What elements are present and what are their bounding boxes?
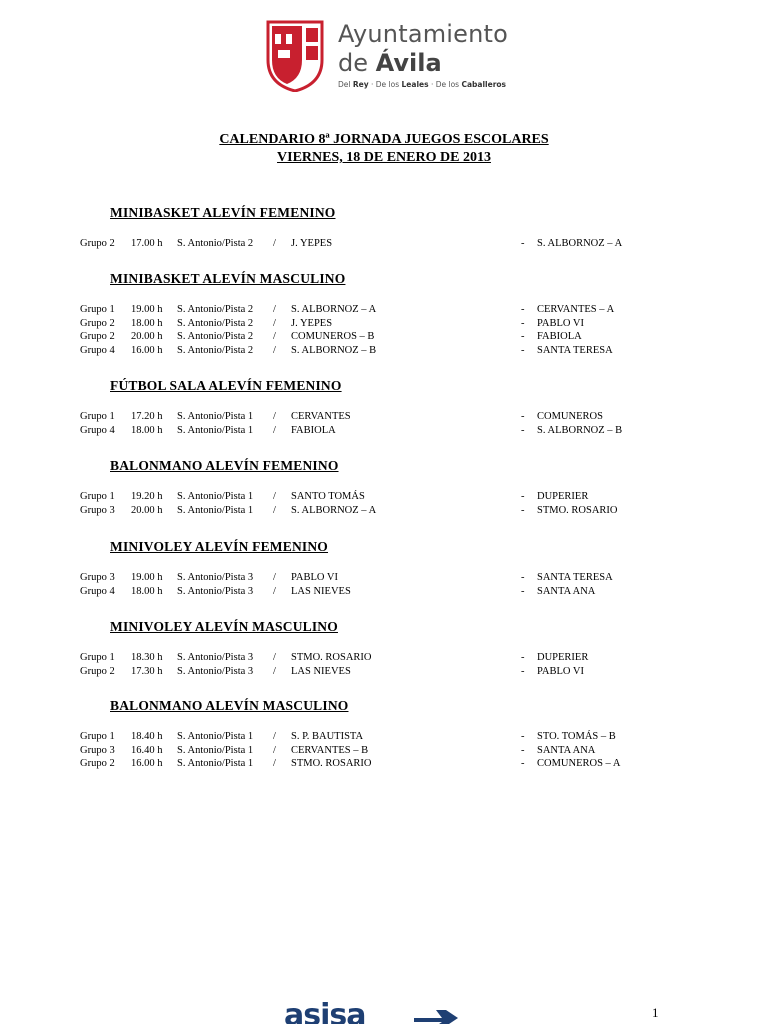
section-heading: MINIBASKET ALEVÍN FEMENINO bbox=[110, 205, 336, 220]
cell-time: 16.00 h bbox=[131, 758, 163, 769]
cell-home: S. ALBORNOZ – A bbox=[291, 504, 377, 516]
logo-title: Ayuntamiento bbox=[338, 20, 509, 48]
motto-part: · De los bbox=[368, 80, 402, 89]
cell-time: 17.00 h bbox=[131, 238, 163, 249]
cell-grupo: Grupo 2 bbox=[80, 758, 115, 769]
motto-part: · De los bbox=[428, 80, 462, 89]
cell-venue: S. Antonio/Pista 2 bbox=[177, 238, 254, 249]
cell-dash: - bbox=[521, 585, 525, 597]
document-title-line2: VIERNES, 18 DE ENERO DE 2013 bbox=[277, 150, 491, 165]
cell-home: STMO. ROSARIO bbox=[291, 758, 372, 769]
cell-time: 18.00 h bbox=[131, 585, 163, 597]
cell-grupo: Grupo 3 bbox=[80, 504, 115, 516]
cell-venue: S. Antonio/Pista 2 bbox=[177, 331, 254, 342]
cell-dash: - bbox=[521, 731, 525, 742]
logo-subtitle bbox=[338, 49, 442, 77]
cell-home: LAS NIEVES bbox=[291, 585, 351, 597]
cell-venue: S. Antonio/Pista 2 bbox=[177, 317, 254, 329]
cell-grupo: Grupo 1 bbox=[80, 411, 115, 422]
cell-home: FABIOLA bbox=[291, 424, 336, 436]
cell-time: 18.40 h bbox=[131, 731, 163, 742]
cell-venue: S. Antonio/Pista 1 bbox=[177, 731, 254, 742]
cell-home: J. YEPES bbox=[291, 238, 333, 249]
cell-dash: - bbox=[521, 491, 525, 502]
cell-time: 19.00 h bbox=[131, 572, 163, 583]
cell-away: SANTA ANA bbox=[537, 744, 596, 756]
section-heading: MINIVOLEY ALEVÍN FEMENINO bbox=[110, 539, 329, 554]
cell-home: J. YEPES bbox=[291, 317, 333, 329]
cell-venue: S. Antonio/Pista 1 bbox=[177, 491, 254, 502]
cell-grupo: Grupo 4 bbox=[80, 344, 115, 356]
cell-grupo: Grupo 1 bbox=[80, 731, 115, 742]
cell-home: SANTO TOMÁS bbox=[291, 491, 365, 502]
cell-time: 18.00 h bbox=[131, 424, 163, 436]
cell-away: SANTA TERESA bbox=[537, 572, 613, 583]
cell-away: COMUNEROS bbox=[537, 411, 603, 422]
schedule-row bbox=[0, 491, 768, 504]
sponsor-arrow-icon bbox=[412, 1004, 460, 1024]
schedule-row bbox=[0, 345, 768, 358]
cell-slash: / bbox=[273, 331, 276, 342]
cell-slash: / bbox=[273, 572, 276, 583]
cell-away: COMUNEROS – A bbox=[537, 758, 621, 769]
schedule-row bbox=[0, 505, 768, 518]
cell-grupo: Grupo 1 bbox=[80, 652, 115, 663]
cell-dash: - bbox=[521, 758, 525, 769]
cell-dash: - bbox=[521, 317, 525, 329]
cell-dash: - bbox=[521, 665, 525, 677]
cell-dash: - bbox=[521, 572, 525, 583]
cell-venue: S. Antonio/Pista 1 bbox=[177, 504, 254, 516]
cell-home: S. P. BAUTISTA bbox=[291, 731, 364, 742]
motto-bold: Caballeros bbox=[461, 80, 507, 89]
schedule-row bbox=[0, 731, 768, 744]
cell-venue: S. Antonio/Pista 2 bbox=[177, 304, 254, 315]
schedule-row bbox=[0, 331, 768, 344]
cell-time: 20.00 h bbox=[131, 504, 163, 516]
cell-dash: - bbox=[521, 331, 525, 342]
logo-subtitle-prefix: de bbox=[338, 49, 376, 77]
cell-grupo: Grupo 3 bbox=[80, 572, 115, 583]
cell-slash: / bbox=[273, 424, 276, 436]
cell-grupo: Grupo 3 bbox=[80, 744, 115, 756]
cell-away: SANTA ANA bbox=[537, 585, 596, 597]
cell-away: CERVANTES – A bbox=[537, 304, 615, 315]
cell-venue: S. Antonio/Pista 1 bbox=[177, 424, 254, 436]
schedule-row bbox=[0, 758, 768, 771]
cell-venue: S. Antonio/Pista 1 bbox=[177, 411, 254, 422]
schedule-row bbox=[0, 666, 768, 679]
section-heading: BALONMANO ALEVÍN FEMENINO bbox=[110, 458, 339, 473]
cell-away: PABLO VI bbox=[537, 317, 584, 329]
city-shield-icon bbox=[266, 20, 324, 92]
cell-grupo: Grupo 2 bbox=[80, 317, 115, 329]
cell-time: 20.00 h bbox=[131, 331, 163, 342]
cell-dash: - bbox=[521, 652, 525, 663]
cell-home: COMUNEROS – B bbox=[291, 331, 375, 342]
cell-dash: - bbox=[521, 504, 525, 516]
cell-home: CERVANTES bbox=[291, 411, 351, 422]
section-heading: FÚTBOL SALA ALEVÍN FEMENINO bbox=[110, 378, 342, 393]
cell-dash: - bbox=[521, 411, 525, 422]
motto-bold: Rey bbox=[352, 80, 369, 89]
cell-away: STMO. ROSARIO bbox=[537, 504, 618, 516]
cell-grupo: Grupo 2 bbox=[80, 665, 115, 677]
cell-venue: S. Antonio/Pista 1 bbox=[177, 758, 254, 769]
cell-home: S. ALBORNOZ – A bbox=[291, 304, 377, 315]
sponsor-logo-text: asisa bbox=[284, 998, 366, 1024]
cell-venue: S. Antonio/Pista 3 bbox=[177, 652, 254, 663]
cell-slash: / bbox=[273, 317, 276, 329]
cell-time: 18.30 h bbox=[131, 652, 163, 663]
cell-slash: / bbox=[273, 504, 276, 516]
cell-slash: / bbox=[273, 304, 276, 315]
section-heading: MINIVOLEY ALEVÍN MASCULINO bbox=[110, 619, 338, 634]
cell-venue: S. Antonio/Pista 2 bbox=[177, 344, 254, 356]
cell-time: 17.20 h bbox=[131, 411, 163, 422]
page-number: 1 bbox=[652, 1005, 659, 1020]
cell-slash: / bbox=[273, 731, 276, 742]
cell-slash: / bbox=[273, 744, 276, 756]
cell-away: S. ALBORNOZ – B bbox=[537, 424, 623, 436]
cell-dash: - bbox=[521, 424, 525, 436]
cell-slash: / bbox=[273, 238, 276, 249]
logo-motto bbox=[338, 80, 506, 89]
cell-away: S. ALBORNOZ – A bbox=[537, 238, 623, 249]
schedule-row bbox=[0, 425, 768, 438]
schedule-row bbox=[0, 318, 768, 331]
cell-dash: - bbox=[521, 744, 525, 756]
cell-grupo: Grupo 4 bbox=[80, 585, 115, 597]
cell-home: CERVANTES – B bbox=[291, 744, 369, 756]
schedule-row bbox=[0, 572, 768, 585]
cell-time: 19.00 h bbox=[131, 304, 163, 315]
cell-time: 16.40 h bbox=[131, 744, 163, 756]
cell-time: 16.00 h bbox=[131, 344, 163, 356]
cell-dash: - bbox=[521, 238, 525, 249]
cell-grupo: Grupo 2 bbox=[80, 238, 115, 249]
cell-away: SANTA TERESA bbox=[537, 344, 613, 356]
cell-grupo: Grupo 1 bbox=[80, 491, 115, 502]
cell-slash: / bbox=[273, 491, 276, 502]
cell-away: FABIOLA bbox=[537, 331, 582, 342]
schedule-row bbox=[0, 652, 768, 665]
cell-away: STO. TOMÁS – B bbox=[537, 731, 616, 742]
cell-time: 17.30 h bbox=[131, 665, 163, 677]
cell-time: 18.00 h bbox=[131, 317, 163, 329]
cell-venue: S. Antonio/Pista 3 bbox=[177, 572, 254, 583]
section-heading: BALONMANO ALEVÍN MASCULINO bbox=[110, 698, 349, 713]
cell-grupo: Grupo 1 bbox=[80, 304, 115, 315]
cell-venue: S. Antonio/Pista 3 bbox=[177, 585, 254, 597]
cell-grupo: Grupo 4 bbox=[80, 424, 115, 436]
schedule-row bbox=[0, 586, 768, 599]
motto-part: Del bbox=[338, 80, 353, 89]
cell-home: LAS NIEVES bbox=[291, 665, 351, 677]
schedule-row bbox=[0, 238, 768, 251]
cell-home: S. ALBORNOZ – B bbox=[291, 344, 377, 356]
cell-venue: S. Antonio/Pista 1 bbox=[177, 744, 254, 756]
schedule-row bbox=[0, 745, 768, 758]
cell-dash: - bbox=[521, 344, 525, 356]
cell-slash: / bbox=[273, 665, 276, 677]
schedule-row bbox=[0, 304, 768, 317]
schedule-row bbox=[0, 411, 768, 424]
cell-slash: / bbox=[273, 411, 276, 422]
cell-away: DUPERIER bbox=[537, 652, 589, 663]
cell-slash: / bbox=[273, 758, 276, 769]
cell-slash: / bbox=[273, 585, 276, 597]
cell-home: STMO. ROSARIO bbox=[291, 652, 372, 663]
cell-time: 19.20 h bbox=[131, 491, 163, 502]
motto-bold: Leales bbox=[401, 80, 429, 89]
section-heading: MINIBASKET ALEVÍN MASCULINO bbox=[110, 271, 346, 286]
cell-dash: - bbox=[521, 304, 525, 315]
document-title-line1: CALENDARIO 8ª JORNADA JUEGOS ESCOLARES bbox=[219, 132, 549, 147]
cell-away: PABLO VI bbox=[537, 665, 584, 677]
cell-home: PABLO VI bbox=[291, 572, 338, 583]
logo-subtitle-city: Ávila bbox=[375, 49, 442, 77]
cell-slash: / bbox=[273, 652, 276, 663]
cell-away: DUPERIER bbox=[537, 491, 589, 502]
cell-slash: / bbox=[273, 344, 276, 356]
ayuntamiento-logo bbox=[266, 20, 566, 94]
cell-grupo: Grupo 2 bbox=[80, 331, 115, 342]
asisa-sponsor-logo bbox=[284, 998, 464, 1024]
cell-venue: S. Antonio/Pista 3 bbox=[177, 665, 254, 677]
